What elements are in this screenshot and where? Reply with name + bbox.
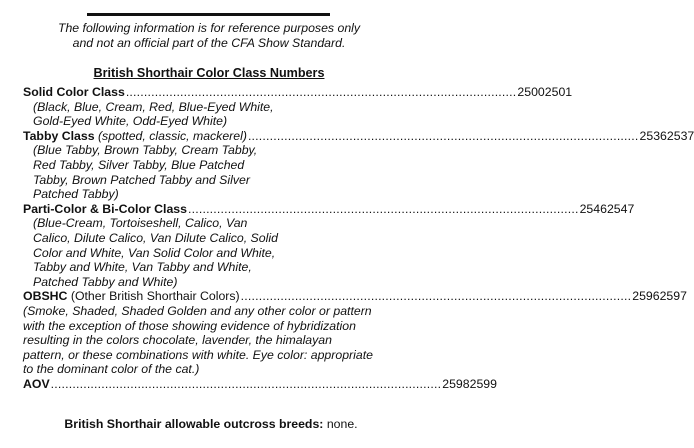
class-number-1: 2546	[579, 201, 607, 216]
entry-subtitle: (Other British Shorthair Colors)	[70, 289, 240, 304]
description-line: Tabby, Brown Patched Tabby and Silver	[33, 172, 250, 187]
class-number-2: 2599	[469, 376, 497, 391]
description-line: (Blue-Cream, Tortoiseshell, Calico, Van	[33, 216, 248, 231]
class-number-1: 2596	[632, 289, 660, 304]
top-rule	[87, 13, 330, 16]
description-line: to the dominant color of the cat.)	[23, 362, 200, 377]
entry-tabby-class	[23, 128, 694, 202]
description-line: Calico, Dilute Calico, Van Dilute Calico, Solid	[33, 230, 278, 245]
description-line: Tabby and White, Van Tabby and White,	[33, 260, 252, 275]
class-number-2: 2537	[666, 128, 694, 143]
entry-description	[23, 304, 399, 377]
class-number-2: 2501	[544, 85, 573, 99]
outcross-value: none.	[326, 417, 358, 431]
entry-aov	[23, 376, 497, 392]
entry-name: Solid Color Class	[23, 85, 125, 99]
description-line: (Black, Blue, Cream, Red, Blue-Eyed White,	[33, 99, 274, 114]
entry-description	[23, 100, 333, 129]
entry-name: Parti-Color & Bi-Color Class	[23, 201, 187, 216]
entry-name: Tabby Class	[23, 128, 95, 143]
dot-leader: ............................................................................................................	[125, 85, 517, 99]
entry-description	[23, 216, 333, 289]
outcross-statement	[23, 417, 399, 432]
description-line: (Smoke, Shaded, Shaded Golden and any other color or pattern	[23, 303, 372, 318]
reference-note	[30, 21, 388, 51]
note-line-1: The following information is for reference purposes only	[57, 21, 361, 35]
entry-name: AOV	[23, 376, 50, 391]
class-number-1: 2536	[639, 128, 667, 143]
outcross-label: British Shorthair allowable outcross breeds:	[64, 417, 324, 431]
class-number-1: 2598	[442, 376, 470, 391]
description-line: Patched Tabby and White)	[33, 274, 178, 289]
class-number-2: 2597	[659, 289, 687, 304]
entry-obshc	[23, 289, 687, 377]
description-line: resulting in the colors chocolate, lavender, the himalayan	[23, 333, 332, 348]
description-line: Red Tabby, Silver Tabby, Blue Patched	[33, 157, 245, 172]
dot-leader: ............................................................................................................	[247, 128, 639, 143]
dot-leader: ............................................................................................................	[50, 376, 442, 391]
description-line: Gold-Eyed White, Odd-Eyed White)	[33, 114, 228, 129]
class-number-1: 2500	[517, 85, 545, 99]
entry-solid-color-class	[23, 85, 573, 129]
description-line: pattern, or these combinations with white. Eye color: appropriate	[23, 347, 373, 362]
dot-leader: ............................................................................................................	[240, 289, 632, 304]
description-line: (Blue Tabby, Brown Tabby, Cream Tabby,	[33, 143, 258, 158]
color-class-list	[23, 85, 694, 391]
dot-leader: ............................................................................................................	[187, 201, 579, 216]
note-line-2: and not an official part of the CFA Show Standard.	[72, 35, 346, 50]
entry-subtitle: (spotted, classic, mackerel)	[97, 128, 247, 143]
description-line: Color and White, Van Solid Color and White,	[33, 245, 276, 260]
description-line: Patched Tabby)	[33, 187, 119, 202]
description-line: with the exception of those showing evidence of hybridization	[23, 318, 356, 333]
class-number-2: 2547	[606, 201, 635, 216]
section-heading: British Shorthair Color Class Numbers	[93, 66, 325, 80]
entry-parti-bi-color-class	[23, 201, 635, 290]
entry-description	[23, 143, 333, 201]
entry-name: OBSHC	[23, 289, 68, 304]
